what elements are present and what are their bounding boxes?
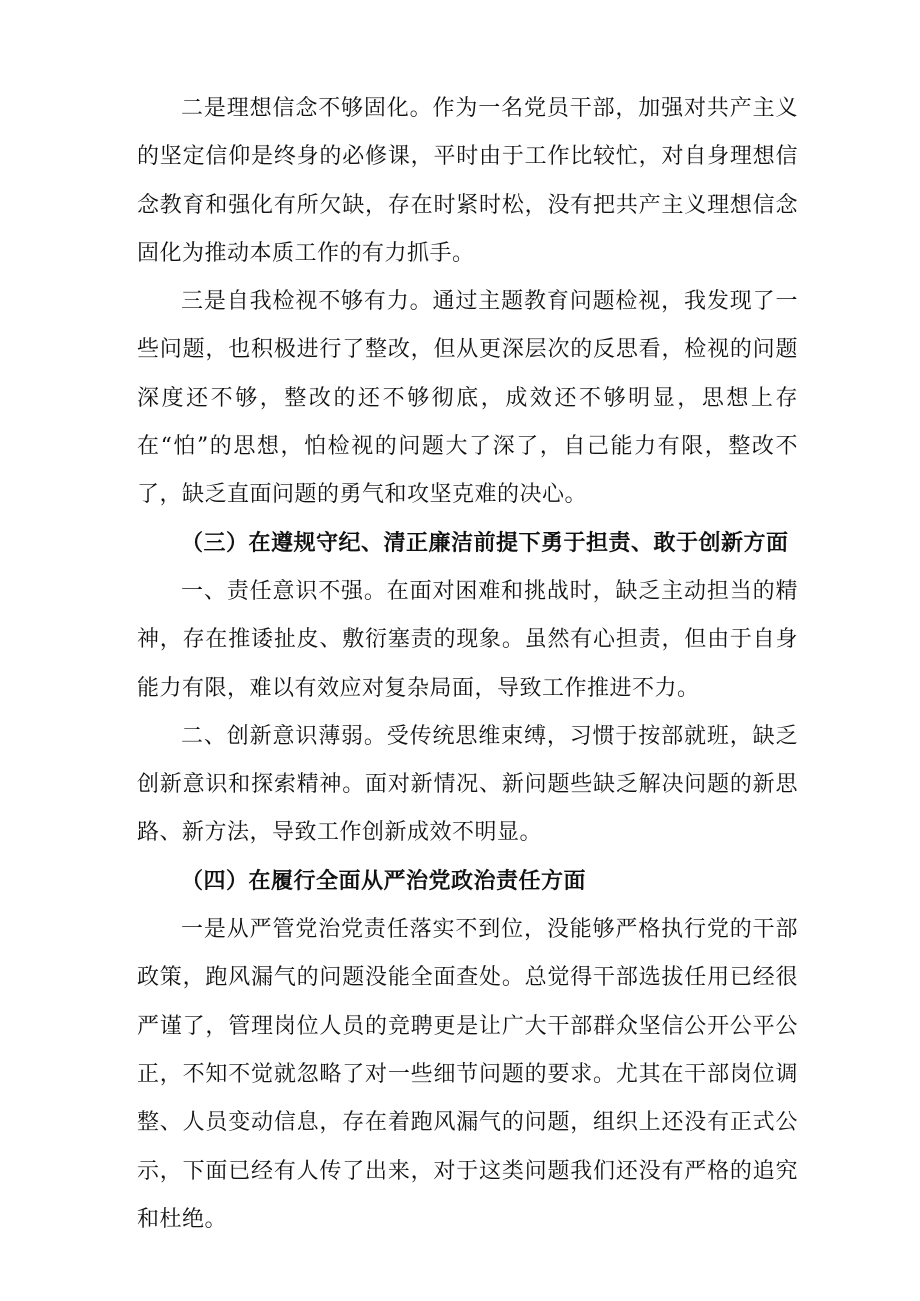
paragraph-party-governance: 一是从严管党治党责任落实不到位，没能够严格执行党的干部政策，跑风漏气的问题没能全面查处。总觉得干部选拔任用已经很严谨了，管理岗位人员的竞聘更是让广大干部群众坚信公开公平公正，不知不觉就忽略了对一些细节问题的要求。尤其在干部岗位调整、人员变动信息，存在着跑风漏气的问题，组织上还没有正式公示，下面已经有人传了出来，对于这类问题我们还没有严格的追究和杜绝。 [137,917,798,1232]
paragraph-innovation: 二、创新意识薄弱。受传统思维束缚，习惯于按部就班，缺乏创新意识和探索精神。面对新情况、新问题些缺乏解决问题的新思路、新方法，导致工作创新成效不明显。 [137,723,798,846]
section-heading-3: （三）在遵规守纪、清正廉洁前提下勇于担责、敢于创新方面 [181,530,789,556]
section-heading-4: （四）在履行全面从严治党政治责任方面 [181,868,587,894]
paragraph-self-review: 三是自我检视不够有力。通过主题教育问题检视，我发现了一些问题，也积极进行了整改，但从更深层次的反思看，检视的问题深度还不够，整改的还不够彻底，成效还不够明显，思想上存在“怕”的思想，怕检视的问题大了深了，自己能力有限，整改不了，缺乏直面问题的勇气和攻坚克难的决心。 [137,289,798,508]
paragraph-ideal-belief: 二是理想信念不够固化。作为一名党员干部，加强对共产主义的坚定信仰是终身的必修课，平时由于工作比较忙，对自身理想信念教育和强化有所欠缺，存在时紧时松，没有把共产主义理想信念固化为推动本质工作的有力抓手。 [137,96,798,266]
paragraph-responsibility: 一、责任意识不强。在面对困难和挑战时，缺乏主动担当的精神，存在推诿扯皮、敷衍塞责的现象。虽然有心担责，但由于自身能力有限，难以有效应对复杂局面，导致工作推进不力。 [137,578,798,701]
